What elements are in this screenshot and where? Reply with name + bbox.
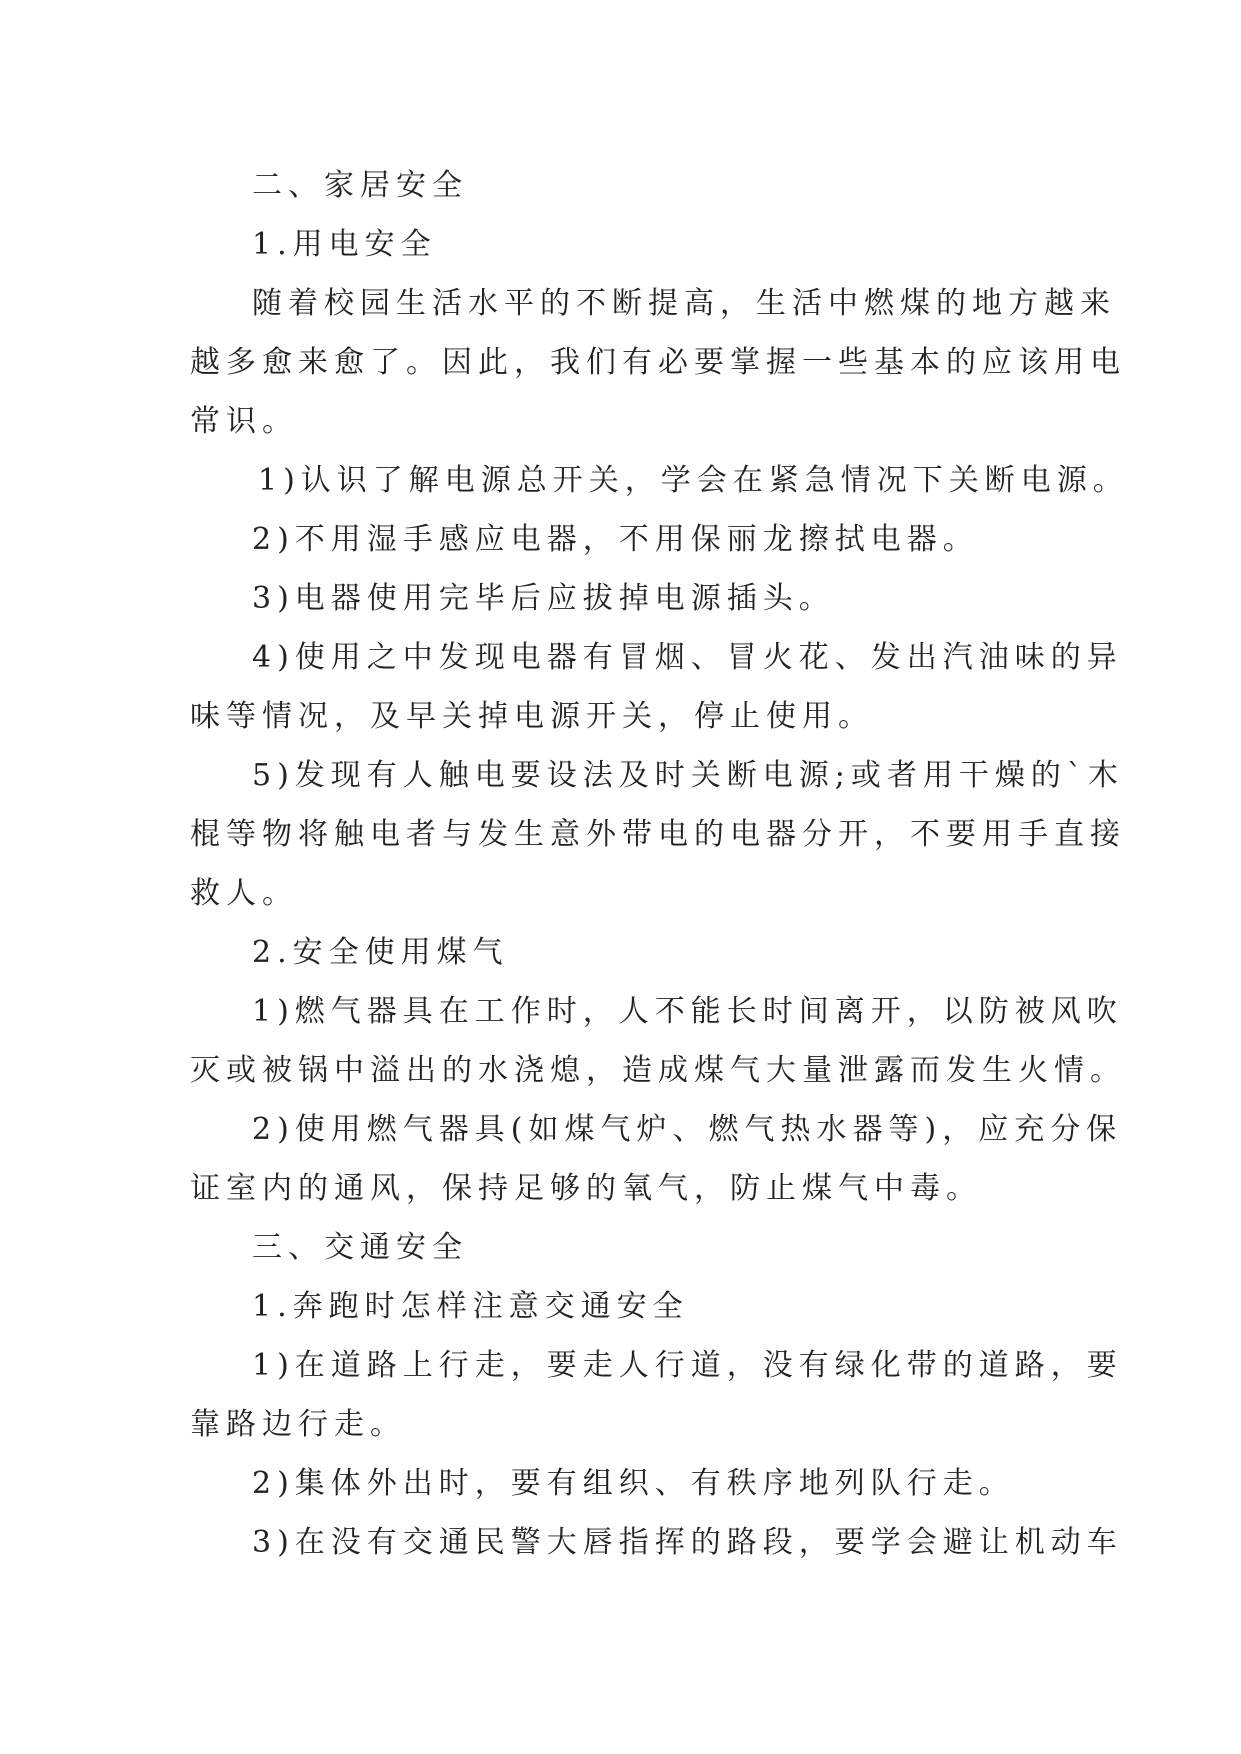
paragraph-line: 随着校园生活水平的不断提高，生活中燃煤的地方越来	[252, 286, 1116, 321]
list-item-traffic-3: 3)在没有交通民警大唇指挥的路段，要学会避让机动车	[252, 1525, 1123, 1560]
subheading-gas-safety: 2.安全使用煤气	[252, 935, 509, 970]
paragraph-line: 越多愈来愈了。因此，我们有必要掌握一些基本的应该用电	[190, 345, 1126, 380]
list-item-electric-4-cont: 味等情况，及早关掉电源开关，停止使用。	[190, 699, 874, 734]
list-item-gas-2-cont: 证室内的通风，保持足够的氧气，防止煤气中毒。	[190, 1171, 982, 1206]
list-item-electric-2: 2)不用湿手感应电器，不用保丽龙擦拭电器。	[252, 522, 979, 557]
section-heading-traffic-safety: 三、交通安全	[252, 1230, 468, 1265]
subheading-running-safety: 1.奔跑时怎样注意交通安全	[252, 1289, 689, 1324]
section-heading-home-safety: 二、家居安全	[252, 168, 468, 203]
list-item-gas-1-cont: 灭或被锅中溢出的水浇熄，造成煤气大量泄露而发生火情。	[190, 1053, 1126, 1088]
list-item-electric-5-cont: 救人。	[190, 876, 298, 911]
list-item-electric-3: 3)电器使用完毕后应拔掉电源插头。	[252, 581, 835, 616]
subheading-electric-safety: 1.用电安全	[252, 227, 437, 262]
paragraph-line: 常识。	[190, 404, 298, 439]
document-body	[190, 156, 1129, 1572]
list-item-traffic-1-cont: 靠路边行走。	[190, 1407, 406, 1442]
list-item-gas-1: 1)燃气器具在工作时，人不能长时间离开，以防被风吹	[252, 994, 1123, 1029]
list-item-electric-4: 4)使用之中发现电器有冒烟、冒火花、发出汽油味的异	[252, 640, 1123, 675]
list-item-electric-5-cont: 棍等物将触电者与发生意外带电的电器分开，不要用手直接	[190, 817, 1126, 852]
list-item-traffic-2: 2)集体外出时，要有组织、有秩序地列队行走。	[252, 1466, 1015, 1501]
list-item-gas-2: 2)使用燃气器具(如煤气炉、燃气热水器等)，应充分保	[252, 1112, 1123, 1147]
list-item-electric-1: 1)认识了解电源总开关，学会在紧急情况下关断电源。	[258, 463, 1129, 498]
list-item-electric-5: 5)发现有人触电要设法及时关断电源;或者用干燥的`木	[252, 758, 1124, 793]
list-item-traffic-1: 1)在道路上行走，要走人行道，没有绿化带的道路，要	[252, 1348, 1123, 1383]
